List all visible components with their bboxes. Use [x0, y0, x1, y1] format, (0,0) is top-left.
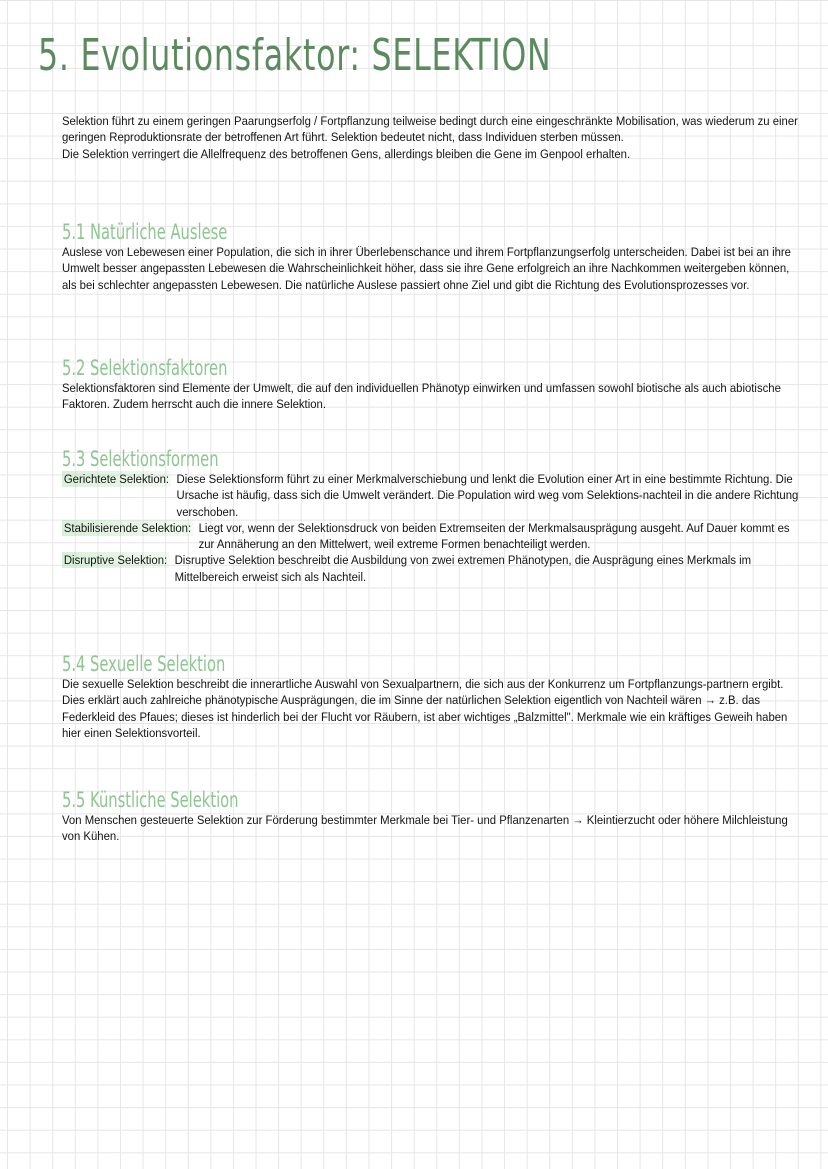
form-text: Liegt vor, wenn der Selektionsdruck von beiden Extremseiten der Merkmalsausprägung ausgeht. Auf Dauer kommt es zur Annäherung an den Mittelwert, weil extreme Formen benachteiligt werden. [198, 520, 790, 552]
section-text: Selektionsfaktoren sind Elemente der Umwelt, die auf den individuellen Phänotyp einwirken und umfassen sowohl biotische als auch abiotische Faktoren. Zudem herrscht auch die innere Selektion. [62, 381, 781, 412]
section-heading: 5.1 Natürliche Auslese [62, 220, 228, 244]
intro-block [62, 113, 802, 162]
section-text: Von Menschen gesteuerte Selektion zur Förderung bestimmter Merkmale bei Tier- und Pflanzenarten → Kleintierzucht oder höhere Milchleistung von Kühen. [62, 813, 788, 844]
section-text: Auslese von Lebewesen einer Population, die sich in ihrer Überlebenschance und ihrem Fortpflanzungserfolg unterscheiden. Dabei ist bei an ihre Umwelt besser angepassten Lebewesen die Wahrscheinlichkeit höher, dass sie ihre Gene erfolgreich an ihre Nachkommen weitergeben können, als bei schlechter angepassten Lebewesen. Die natürliche Auslese passiert ohne Ziel und gibt die Richtung des Evolutionsprozesses vor. [62, 245, 791, 292]
form-stabilisierende [62, 520, 801, 553]
section-kuenstliche-selektion [62, 788, 802, 845]
form-text: Disruptive Selektion beschreibt die Ausbildung von zwei extremen Phänotypen, die Ausprägung eines Merkmals im Mittelbereich erweist sich als Nachteil. [174, 553, 752, 584]
section-text: Die sexuelle Selektion beschreibt die innerartliche Auswahl von Sexualpartnern, die sich aus der Konkurrenz um Fortpflanzungs-partnern ergibt. Dies erklärt auch zahlreiche phänotypische Ausprägungen, die im Sinne der natürlichen Selektion eigentlich von Nachteil wären → z.B. das Federkleid des Pfaues; dieses ist hinderlich bei der Flucht vor Räubern, ist aber wichtiges „Balzmittel". Merkmale wie ein kräftiges Geweih haben hier einen Selektionsvorteil. [62, 677, 788, 740]
section-heading: 5.3 Selektionsformen [62, 447, 219, 471]
selection-forms [62, 471, 801, 585]
form-gerichtete [62, 471, 801, 520]
section-heading: 5.5 Künstliche Selektion [62, 788, 239, 812]
form-text: Diese Selektionsform führt zu einer Merkmalverschiebung und lenkt die Evolution einer Art in eine bestimmte Richtung. Die Ursache ist häufig, dass sich die Umwelt verändert. Die Population wird weg vom Selektions-nachteil in die andere Richtung verschoben. [176, 472, 799, 519]
section-heading: 5.4 Sexuelle Selektion [62, 652, 226, 676]
form-label: Gerichtete Selektion: [63, 472, 170, 486]
form-disruptive [62, 552, 801, 585]
form-label: Disruptive Selektion: [63, 553, 168, 568]
form-label: Stabilisierende Selektion: [63, 520, 192, 535]
section-natuerliche-auslese [62, 220, 802, 293]
intro-paragraph-1: Selektion führt zu einem geringen Paarungserfolg / Fortpflanzung teilweise bedingt durch eine eingeschränkte Mobilisation, was wiederum zu einer geringen Reproduktionsrate der betroffenen Art führt. Selektion bedeutet nicht, dass Individuen sterben müssen. [62, 114, 798, 145]
page-title: 5. Evolutionsfaktor: SELEKTION [38, 30, 552, 81]
intro-text [62, 113, 801, 162]
section-selektionsfaktoren [62, 356, 802, 413]
section-selektionsformen [62, 447, 802, 585]
section-sexuelle-selektion [62, 652, 802, 741]
section-heading: 5.2 Selektionsfaktoren [62, 356, 228, 380]
intro-paragraph-2: Die Selektion verringert die Allelfrequenz des betroffenen Gens, allerdings bleiben die Gene im Genpool erhalten. [62, 146, 631, 161]
